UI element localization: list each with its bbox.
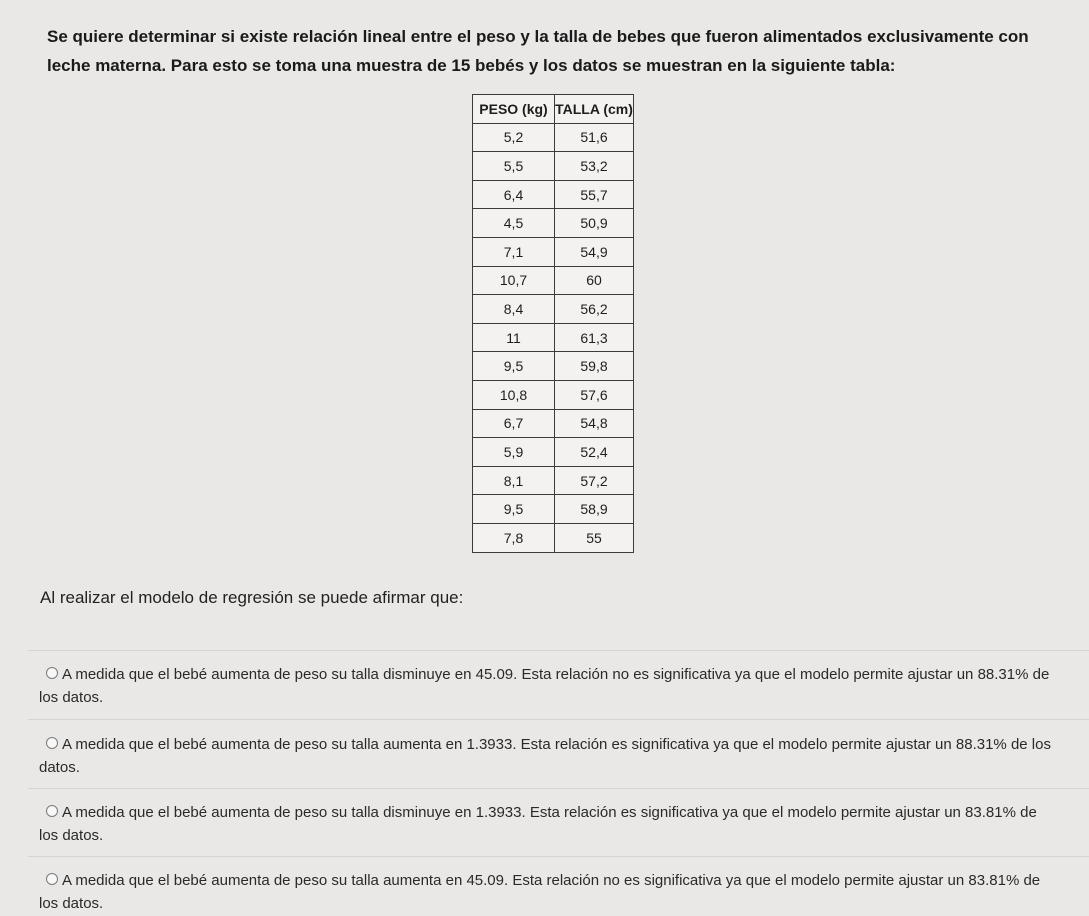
question-text: Se quiere determinar si existe relación lineal entre el peso y la talla de bebes que fueron alimentados exclusivamente con leche materna. Para esto se toma una muestra de 15 bebés y los datos se muestran en la siguiente tabla: bbox=[47, 27, 1029, 75]
peso-cell: 7,8 bbox=[473, 523, 555, 552]
option-label: A medida que el bebé aumenta de peso su talla disminuye en 1.3933. Esta relación es significativa ya que el modelo permite ajustar un 83.81% de los datos. bbox=[39, 804, 1037, 844]
talla-cell: 61,3 bbox=[555, 323, 634, 352]
table-row bbox=[473, 237, 634, 266]
talla-cell: 50,9 bbox=[555, 209, 634, 238]
peso-cell: 9,5 bbox=[473, 495, 555, 524]
talla-cell: 54,8 bbox=[555, 409, 634, 438]
peso-cell: 8,1 bbox=[473, 466, 555, 495]
radio-button-3[interactable] bbox=[46, 805, 58, 817]
option-label: A medida que el bebé aumenta de peso su talla disminuye en 45.09. Esta relación no es significativa ya que el modelo permite ajustar un 88.31% de los datos. bbox=[39, 666, 1050, 706]
divider bbox=[28, 788, 1089, 789]
prompt-text: Al realizar el modelo de regresión se puede afirmar que: bbox=[40, 588, 464, 607]
table-row bbox=[473, 466, 634, 495]
peso-cell: 7,1 bbox=[473, 237, 555, 266]
answer-option-3[interactable] bbox=[39, 801, 1056, 847]
peso-cell: 8,4 bbox=[473, 295, 555, 324]
talla-cell: 60 bbox=[555, 266, 634, 295]
peso-cell: 6,4 bbox=[473, 180, 555, 209]
peso-cell: 9,5 bbox=[473, 352, 555, 381]
talla-cell: 51,6 bbox=[555, 123, 634, 152]
radio-button-4[interactable] bbox=[46, 873, 58, 885]
peso-cell: 10,7 bbox=[473, 266, 555, 295]
table-row bbox=[473, 495, 634, 524]
talla-cell: 57,6 bbox=[555, 380, 634, 409]
table-row bbox=[473, 266, 634, 295]
divider bbox=[28, 719, 1089, 720]
column-header-talla: TALLA (cm) bbox=[555, 95, 634, 124]
talla-cell: 52,4 bbox=[555, 438, 634, 467]
table-header-row bbox=[473, 95, 634, 124]
answer-option-1[interactable] bbox=[39, 663, 1056, 709]
table-row bbox=[473, 295, 634, 324]
table-row bbox=[473, 323, 634, 352]
table-row bbox=[473, 409, 634, 438]
table-row bbox=[473, 380, 634, 409]
table-row bbox=[473, 209, 634, 238]
radio-button-1[interactable] bbox=[46, 667, 58, 679]
peso-cell: 5,5 bbox=[473, 152, 555, 181]
radio-button-2[interactable] bbox=[46, 737, 58, 749]
divider bbox=[28, 650, 1089, 651]
column-header-peso: PESO (kg) bbox=[473, 95, 555, 124]
table-row bbox=[473, 523, 634, 552]
option-label: A medida que el bebé aumenta de peso su talla aumenta en 1.3933. Esta relación es significativa ya que el modelo permite ajustar un 88.31% de los datos. bbox=[39, 736, 1051, 776]
peso-cell: 5,2 bbox=[473, 123, 555, 152]
data-table bbox=[472, 94, 634, 553]
table-row bbox=[473, 152, 634, 181]
table-row bbox=[473, 438, 634, 467]
peso-cell: 5,9 bbox=[473, 438, 555, 467]
table-row bbox=[473, 352, 634, 381]
talla-cell: 57,2 bbox=[555, 466, 634, 495]
talla-cell: 58,9 bbox=[555, 495, 634, 524]
talla-cell: 59,8 bbox=[555, 352, 634, 381]
peso-cell: 4,5 bbox=[473, 209, 555, 238]
talla-cell: 55,7 bbox=[555, 180, 634, 209]
talla-cell: 56,2 bbox=[555, 295, 634, 324]
talla-cell: 55 bbox=[555, 523, 634, 552]
talla-cell: 53,2 bbox=[555, 152, 634, 181]
table-row bbox=[473, 123, 634, 152]
option-label: A medida que el bebé aumenta de peso su talla aumenta en 45.09. Esta relación no es significativa ya que el modelo permite ajustar un 83.81% de los datos. bbox=[39, 872, 1041, 912]
peso-cell: 6,7 bbox=[473, 409, 555, 438]
answer-option-4[interactable] bbox=[39, 869, 1056, 915]
talla-cell: 54,9 bbox=[555, 237, 634, 266]
table-row bbox=[473, 180, 634, 209]
divider bbox=[28, 856, 1089, 857]
answer-option-2[interactable] bbox=[39, 733, 1056, 779]
peso-cell: 11 bbox=[473, 323, 555, 352]
peso-cell: 10,8 bbox=[473, 380, 555, 409]
